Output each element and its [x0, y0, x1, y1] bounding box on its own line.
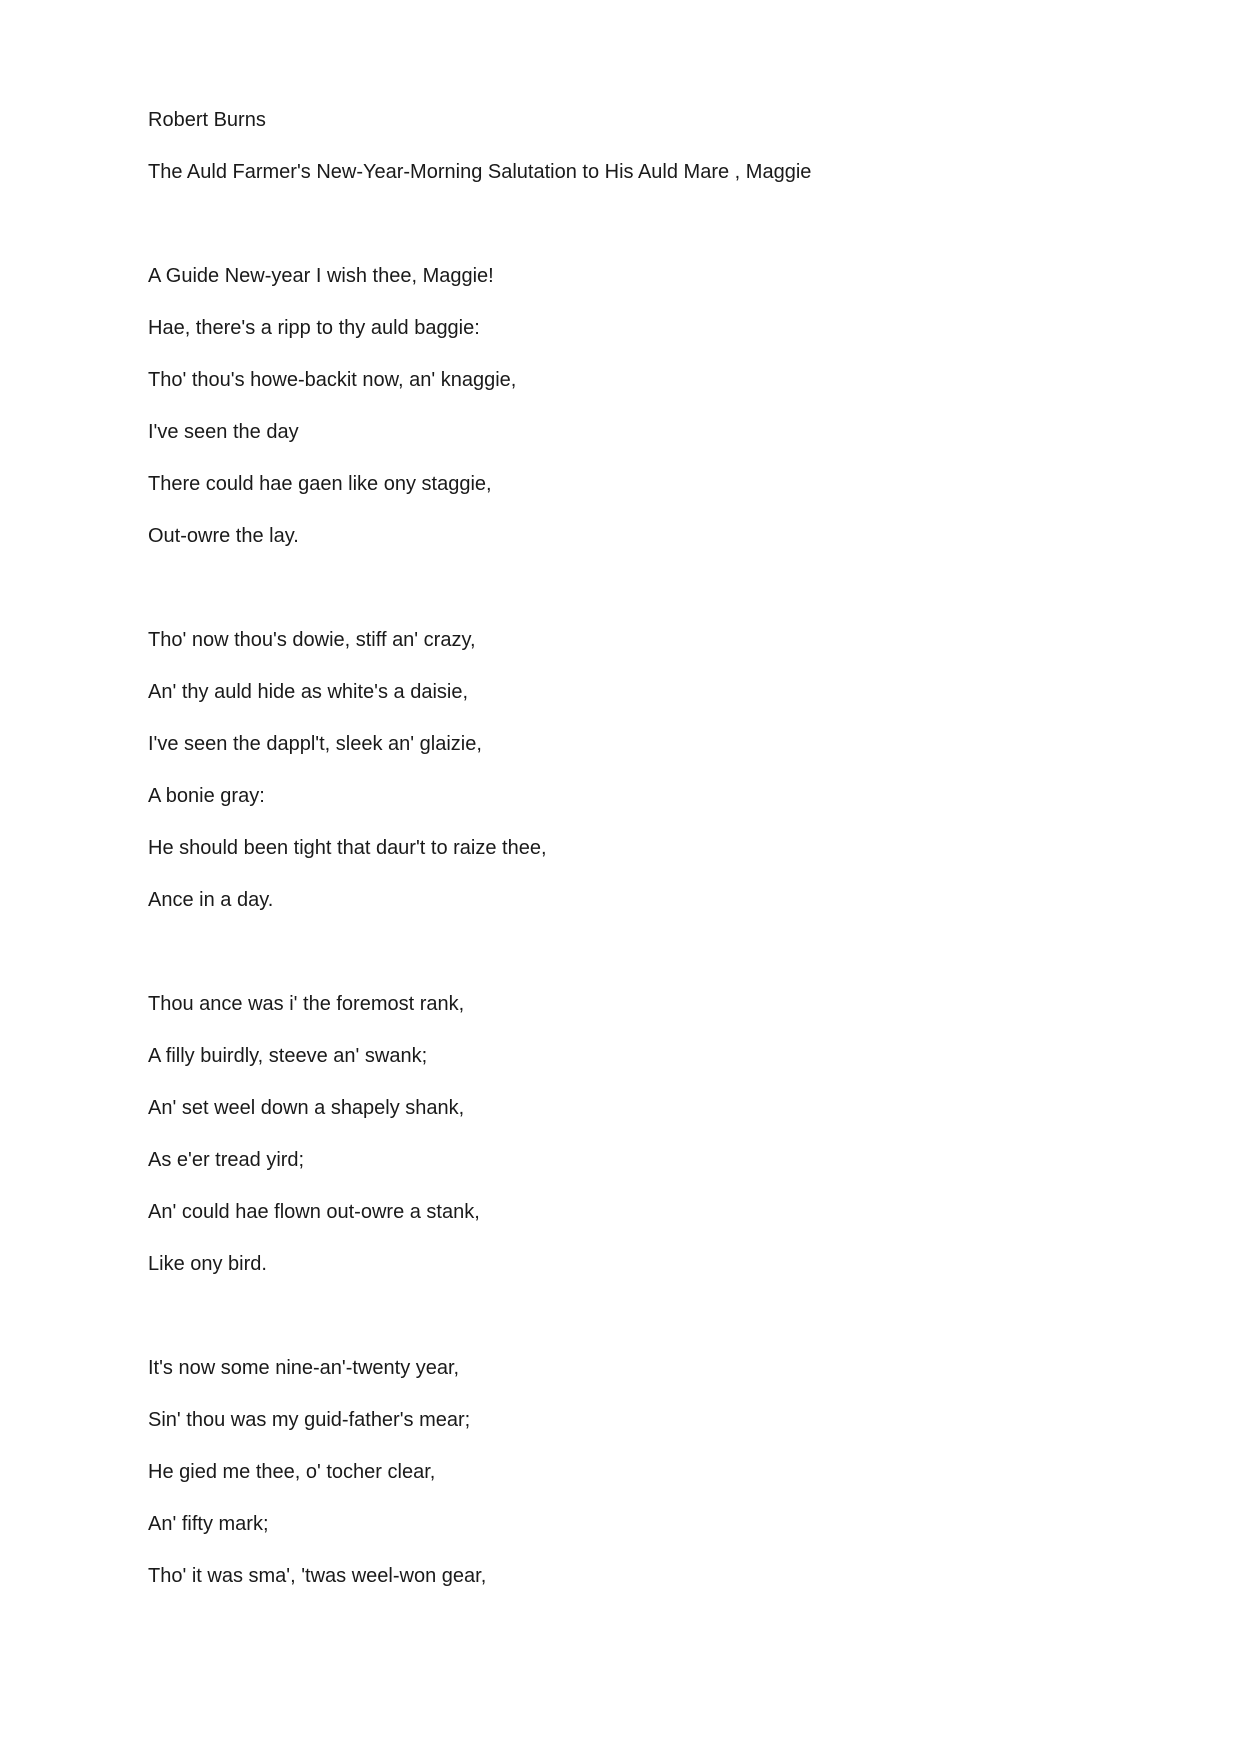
stanza-break — [148, 1304, 1148, 1356]
verse-line: Tho' now thou's dowie, stiff an' crazy, — [148, 629, 476, 651]
document-page — [148, 108, 1148, 1616]
spacer — [148, 212, 1148, 264]
verse-line: I've seen the day — [148, 421, 299, 443]
stanza-break — [148, 940, 1148, 992]
verse-line: Sin' thou was my guid-father's mear; — [148, 1409, 471, 1431]
verse-line: Thou ance was i' the foremost rank, — [148, 993, 465, 1015]
verse-line: Ance in a day. — [148, 889, 274, 911]
stanza-2 — [148, 628, 1148, 912]
stanza-3 — [148, 992, 1148, 1276]
poem-title: The Auld Farmer's New-Year-Morning Salutation to His Auld Mare , Maggie — [148, 161, 812, 183]
verse-line: Out-owre the lay. — [148, 525, 299, 547]
verse-line: A filly buirdly, steeve an' swank; — [148, 1045, 428, 1067]
verse-line: Like ony bird. — [148, 1253, 267, 1275]
stanza-4 — [148, 1356, 1148, 1588]
verse-line: Tho' thou's howe-backit now, an' knaggie, — [148, 369, 517, 391]
verse-line: He gied me thee, o' tocher clear, — [148, 1461, 436, 1483]
verse-line: As e'er tread yird; — [148, 1149, 305, 1171]
verse-line: It's now some nine-an'-twenty year, — [148, 1357, 460, 1379]
verse-line: An' set weel down a shapely shank, — [148, 1097, 465, 1119]
verse-line: Hae, there's a ripp to thy auld baggie: — [148, 317, 480, 339]
verse-line: Tho' it was sma', 'twas weel-won gear, — [148, 1565, 487, 1587]
verse-line: A bonie gray: — [148, 785, 265, 807]
verse-line: An' could hae flown out-owre a stank, — [148, 1201, 480, 1223]
verse-line: An' fifty mark; — [148, 1513, 269, 1535]
author-name: Robert Burns — [148, 109, 266, 131]
verse-line: I've seen the dappl't, sleek an' glaizie, — [148, 733, 482, 755]
verse-line: He should been tight that daur't to raize thee, — [148, 837, 547, 859]
stanza-1 — [148, 264, 1148, 548]
verse-line: There could hae gaen like ony staggie, — [148, 473, 492, 495]
stanza-break — [148, 576, 1148, 628]
verse-line: A Guide New-year I wish thee, Maggie! — [148, 265, 494, 287]
verse-line: An' thy auld hide as white's a daisie, — [148, 681, 469, 703]
